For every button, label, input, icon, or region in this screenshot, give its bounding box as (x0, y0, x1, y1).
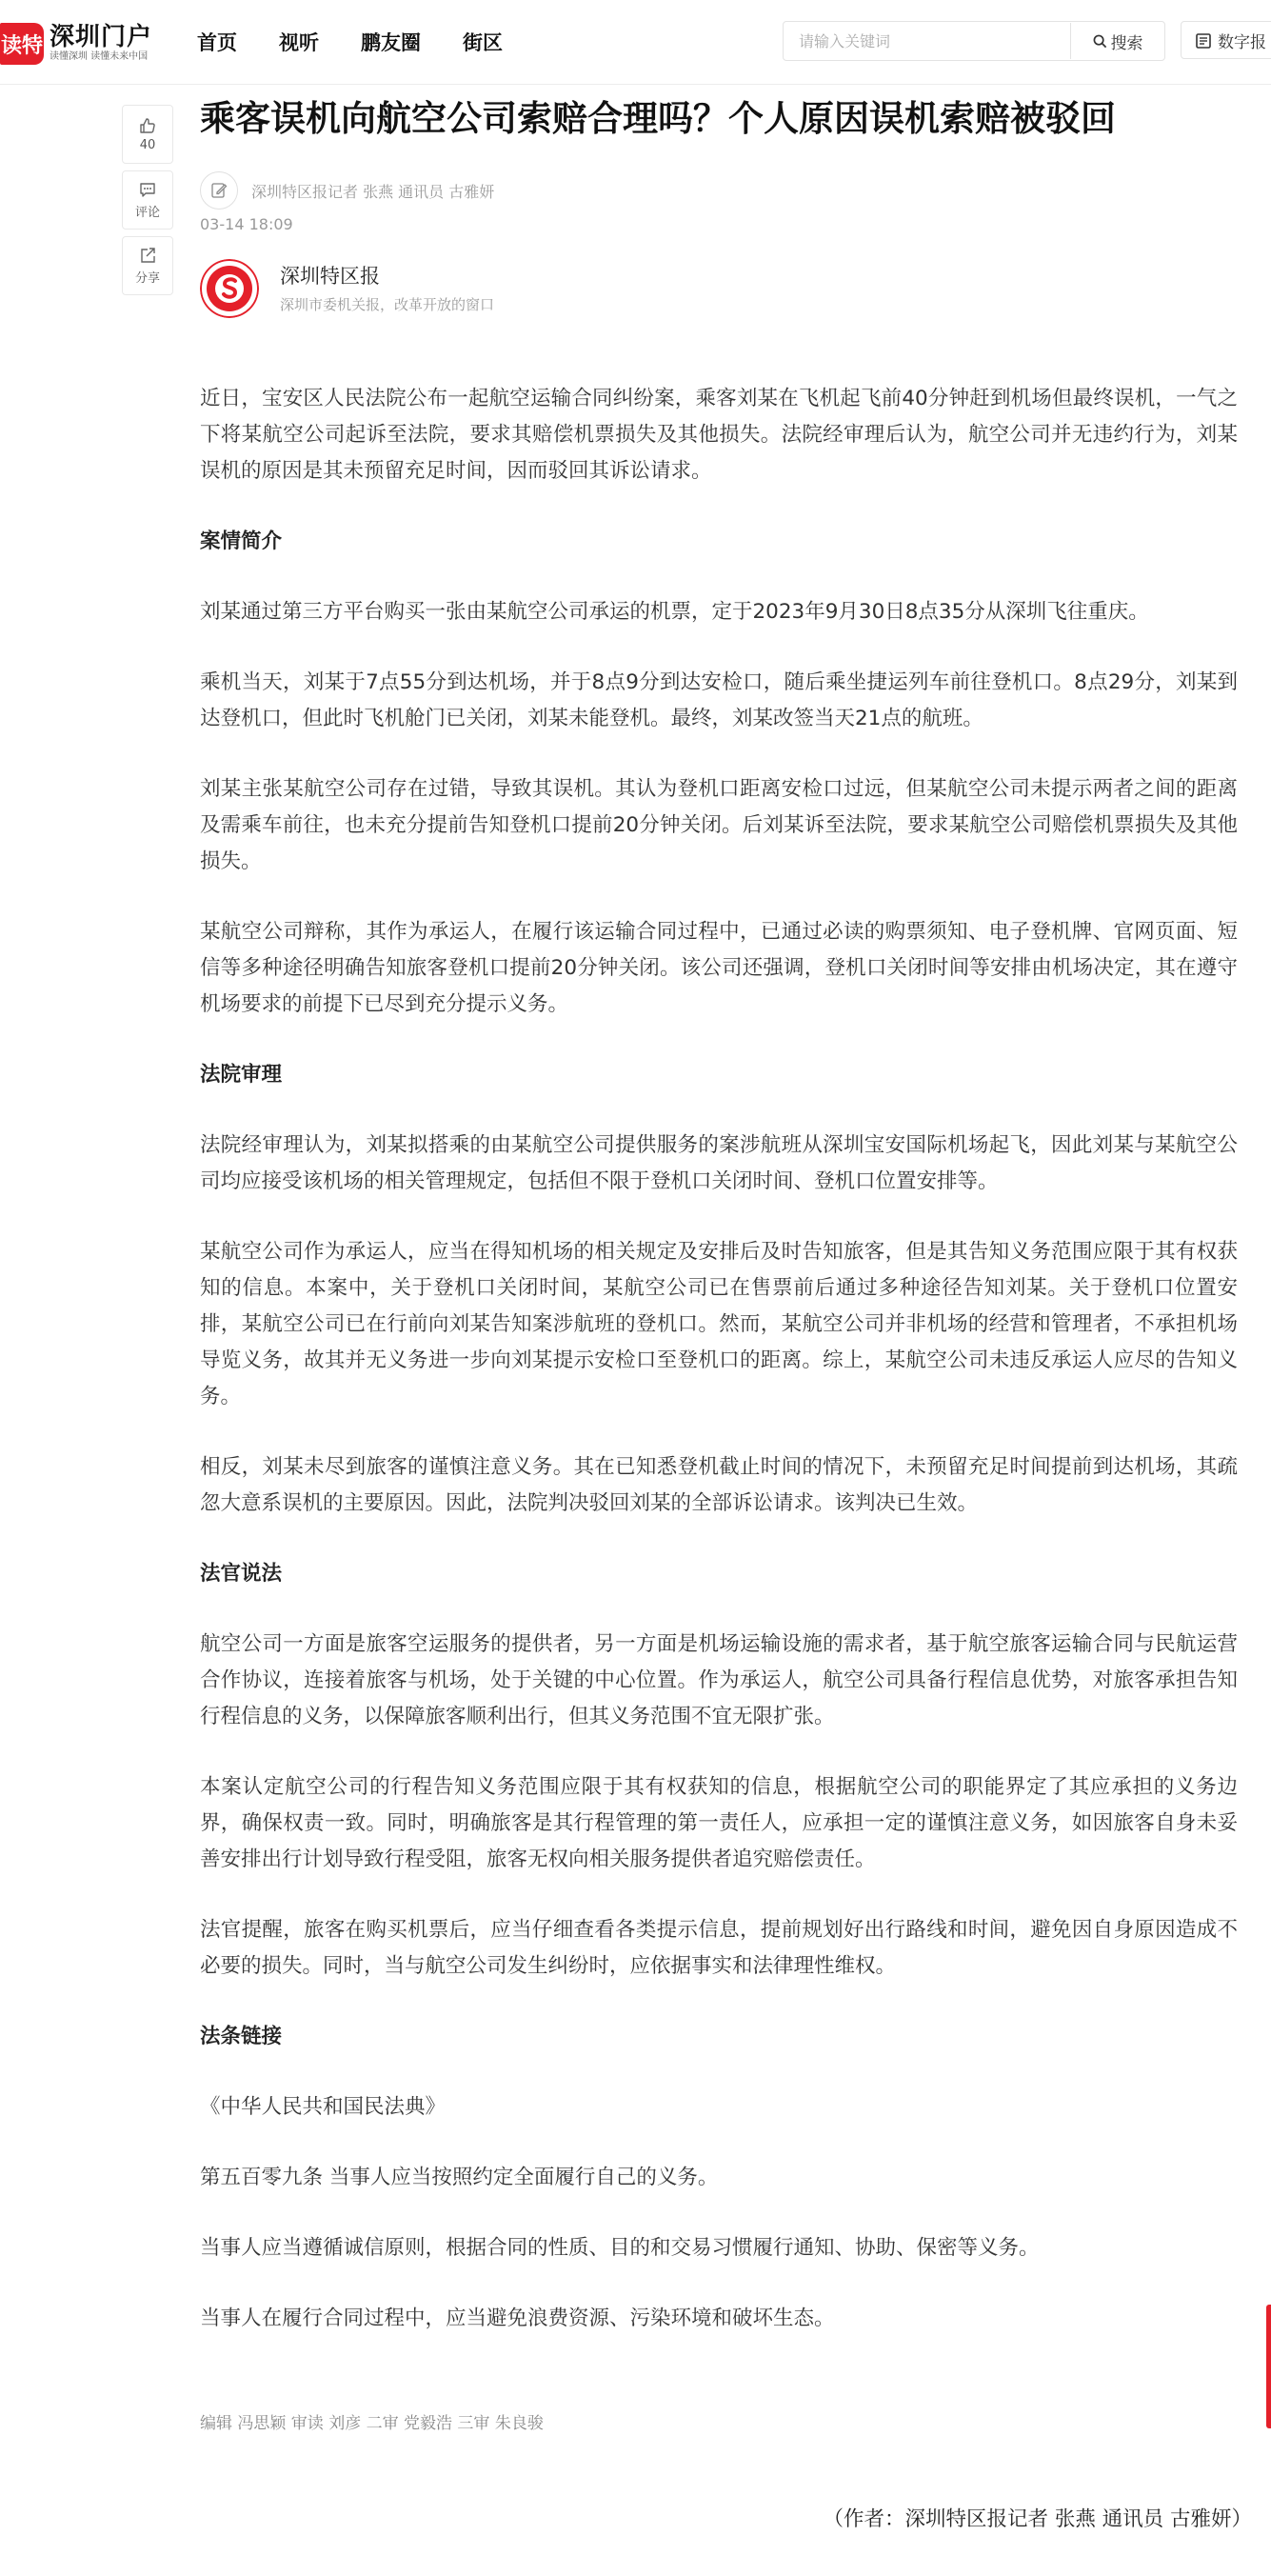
site-header (0, 0, 1271, 85)
article-paragraph: 本案认定航空公司的行程告知义务范围应限于其有权获知的信息，根据航空公司的职能界定了其应承担的义务边界，确保权责一致。同时，明确旅客是其行程管理的第一责任人，应承担一定的谨慎注意义务，如因旅客自身未妥善安排出行计划导致行程受阻，旅客无权向相关服务提供者追究赔偿责任。 (200, 1775, 1238, 1871)
section-heading: 法条链接 (200, 2025, 283, 2048)
article-paragraph: 某航空公司辩称，其作为承运人，在履行该运输合同过程中，已通过必读的购票须知、电子登机牌、官网页面、短信等多种途径明确告知旅客登机口提前20分钟关闭。该公司还强调，登机口关闭时间等安排由机场决定，其在遵守机场要求的前提下已尽到充分提示义务。 (200, 920, 1238, 1016)
source-avatar (200, 259, 259, 318)
article-paragraph: 《中华人民共和国民法典》 (200, 2095, 447, 2119)
share-label: 分享 (134, 270, 160, 286)
nav-home[interactable]: 首页 (197, 31, 237, 54)
article-body (200, 381, 1238, 2371)
share-button[interactable] (122, 236, 173, 295)
like-button[interactable] (122, 105, 173, 164)
section-heading: 法官说法 (200, 1562, 283, 1586)
article-paragraph: 航空公司一方面是旅客空运服务的提供者，另一方面是机场运输设施的需求者，基于航空旅客运输合同与民航运营合作协议，连接着旅客与机场，处于关键的中心位置。作为承运人，航空公司具备行程信息优势，对旅客承担告知行程信息的义务，以保障旅客顺利出行，但其义务范围不宜无限扩张。 (200, 1632, 1238, 1728)
article-title: 乘客误机向航空公司索赔合理吗？个人原因误机索赔被驳回 (200, 98, 1116, 139)
publish-time: 03-14 18:09 (200, 215, 293, 233)
article-paragraph: 刘某通过第三方平台购买一张由某航空公司承运的机票，定于2023年9月30日8点35分从深圳飞往重庆。 (200, 600, 1149, 624)
search-input[interactable] (784, 23, 1070, 59)
floating-side-tab[interactable] (1266, 2305, 1271, 2428)
comment-icon (139, 181, 156, 198)
logo-slogan: 读懂深圳 读懂未来中国 (50, 51, 149, 62)
digital-paper-button[interactable] (1181, 21, 1271, 59)
article-paragraph: 第五百零九条 当事人应当按照约定全面履行自己的义务。 (200, 2166, 719, 2189)
article-paragraph: 乘机当天，刘某于7点55分到达机场，并于8点9分到达安检口，随后乘坐捷运列车前往登机口。8点29分，刘某到达登机口，但此时飞机舱门已关闭，刘某未能登机。最终，刘某改签当天21点的航班。 (200, 670, 1238, 730)
article-paragraph: 相反，刘某未尽到旅客的谨慎注意义务。其在已知悉登机截止时间的情况下，未预留充足时间提前到达机场，其疏忽大意系误机的主要原因。因此，法院判决驳回刘某的全部诉讼请求。该判决已生效。 (200, 1455, 1238, 1515)
side-toolbar (122, 105, 171, 302)
section-heading: 法院审理 (200, 1063, 283, 1087)
nav-video[interactable]: 视听 (279, 31, 319, 54)
nav-district[interactable]: 街区 (463, 31, 503, 54)
source-name[interactable]: 深圳特区报 (280, 265, 380, 288)
thumbs-up-icon (139, 117, 156, 134)
search-bar (783, 21, 1165, 61)
editor-credits: 编辑 冯思颖 审读 刘彦 二审 党毅浩 三审 朱良骏 (200, 2414, 544, 2433)
byline-text: 深圳特区报记者 张燕 通讯员 古雅妍 (251, 182, 495, 201)
article-paragraph: 某航空公司作为承运人，应当在得知机场的相关规定及安排后及时告知旅客，但是其告知义务范围应限于其有权获知的信息。本案中，关于登机口关闭时间，某航空公司已在售票前后通过多种途径告知刘某。关于登机口位置安排，某航空公司已在行前向刘某告知案涉航班的登机口。然而，某航空公司并非机场的经营和管理者，不承担机场导览义务，故其并无义务进一步向刘某提示安检口至登机口的距离。综上，某航空公司未违反承运人应尽的告知义务。 (200, 1240, 1238, 1408)
search-button[interactable] (1070, 23, 1164, 59)
newspaper-icon (1195, 32, 1212, 50)
article-paragraph: 法院经审理认为，刘某拟搭乘的由某航空公司提供服务的案涉航班从深圳宝安国际机场起飞，因此刘某与某航空公司均应接受该机场的相关管理规定，包括但不限于登机口关闭时间、登机口位置安排等。 (200, 1133, 1238, 1193)
comment-button[interactable] (122, 170, 173, 230)
like-count: 40 (139, 137, 156, 152)
source-card[interactable] (200, 259, 494, 318)
article-paragraph: 刘某主张某航空公司存在过错，导致其误机。其认为登机口距离安检口过远，但某航空公司未提示两者之间的距离及需乘车前往，也未充分提前告知登机口提前20分钟关闭。后刘某诉至法院，要求某航空公司赔偿机票损失及其他损失。 (200, 777, 1238, 873)
author-note: （作者：深圳特区报记者 张燕 通讯员 古雅妍） (823, 2507, 1252, 2531)
share-icon (139, 247, 156, 264)
edit-icon (200, 171, 238, 210)
article-paragraph: 近日，宝安区人民法院公布一起航空运输合同纠纷案，乘客刘某在飞机起飞前40分钟赶到机场但最终误机，一气之下将某航空公司起诉至法院，要求其赔偿机票损失及其他损失。法院经审理后认为，航空公司并无违约行为，刘某误机的原因是其未预留充足时间，因而驳回其诉讼请求。 (200, 387, 1238, 483)
main-nav (197, 0, 545, 84)
article-paragraph: 当事人在履行合同过程中，应当避免浪费资源、污染环境和破坏生态。 (200, 2306, 835, 2330)
comment-label: 评论 (134, 205, 160, 220)
article-paragraph: 法官提醒，旅客在购买机票后，应当仔细查看各类提示信息，提前规划好出行路线和时间，避免因自身原因造成不必要的损失。同时，当与航空公司发生纠纷时，应依据事实和法律理性维权。 (200, 1918, 1238, 1978)
article-paragraph: 当事人应当遵循诚信原则，根据合同的性质、目的和交易习惯履行通知、协助、保密等义务。 (200, 2236, 1040, 2260)
search-button-label: 搜索 (1110, 33, 1143, 53)
article-byline (200, 171, 494, 210)
search-icon (1093, 34, 1107, 49)
site-logo[interactable] (0, 21, 152, 67)
source-desc: 深圳市委机关报，改革开放的窗口 (280, 296, 495, 313)
logo-badge: 读特 (0, 23, 44, 65)
section-heading: 案情简介 (200, 529, 283, 553)
nav-friends[interactable]: 鹏友圈 (361, 31, 421, 54)
logo-name: 深圳门户 (50, 23, 153, 51)
digital-paper-label: 数字报 (1218, 32, 1266, 52)
